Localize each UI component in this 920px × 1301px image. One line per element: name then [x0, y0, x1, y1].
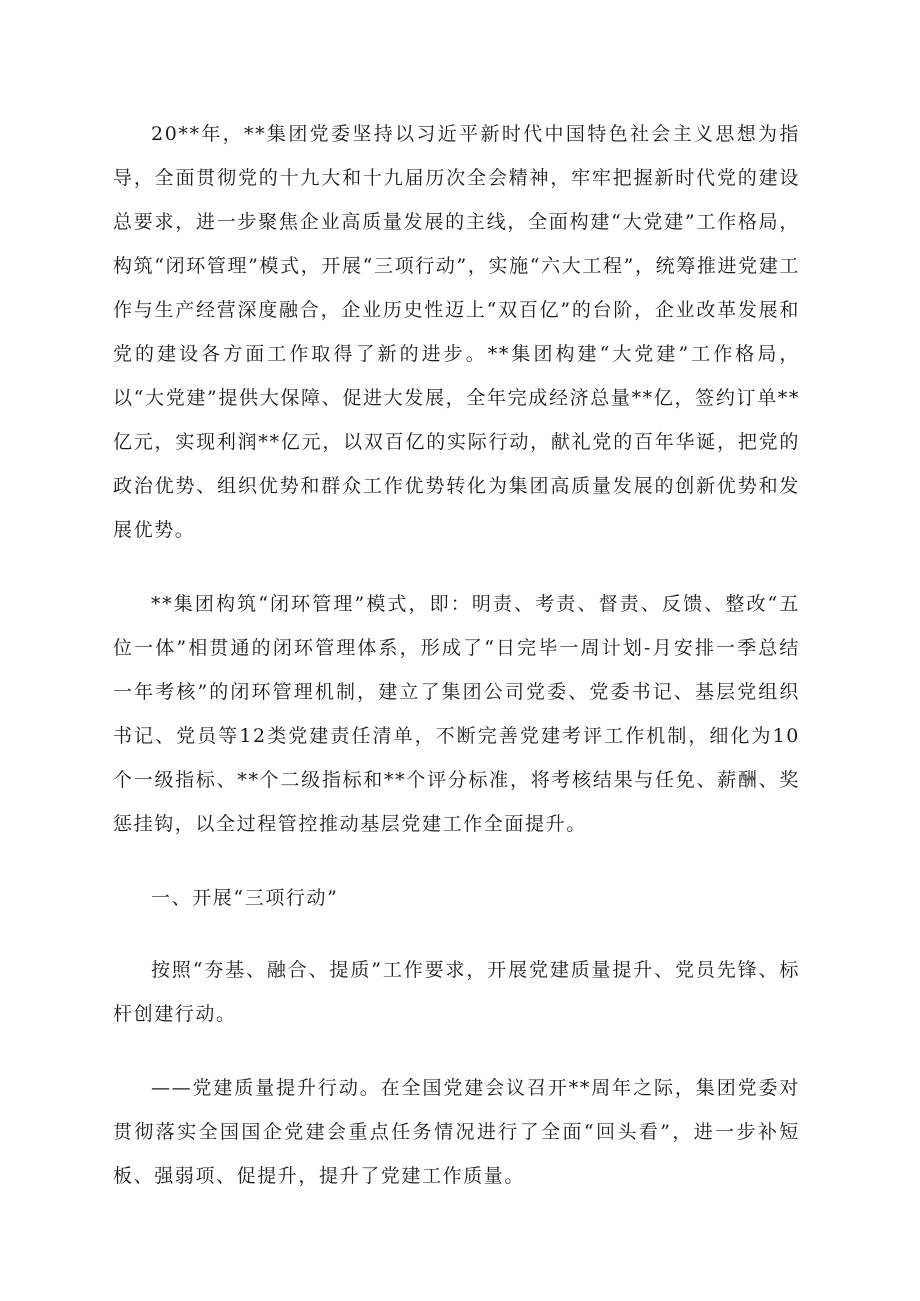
paragraph-intro: 20**年，**集团党委坚持以习近平新时代中国特色社会主义思想为指导，全面贯彻党的十九大和十九届历次全会精神，牢牢把握新时代党的建设总要求，进一步聚焦企业高质量发展的主线，全面构建“大党建”工作格局，构筑“闭环管理”模式，开展“三项行动”，实施“六大工程”，统筹推进党建工作与生产经营深度融合，企业历史性迈上“双百亿”的台阶，企业改革发展和党的建设各方面工作取得了新的进步。**集团构建“大党建”工作格局，以“大党建”提供大保障、促进大发展，全年完成经济总量**亿，签约订单**亿元，实现利润**亿元，以双百亿的实际行动，献礼党的百年华诞，把党的政治优势、组织优势和群众工作优势转化为集团高质量发展的创新优势和发展优势。: [113, 123, 800, 541]
paragraph-quality-improvement-action: ——党建质量提升行动。在全国党建会议召开**周年之际，集团党委对贯彻落实全国国企党建会重点任务情况进行了全面“回头看”，进一步补短板、强弱项、促提升，提升了党建工作质量。: [113, 1077, 800, 1187]
paragraph-work-requirements: 按照“夯基、融合、提质”工作要求，开展党建质量提升、党员先锋、标杆创建行动。: [113, 959, 800, 1025]
paragraph-closed-loop-management: **集团构筑“闭环管理”模式，即：明责、考责、督责、反馈、整改“五位一体”相贯通的闭环管理体系，形成了“日完毕一周计划-月安排一季总结一年考核”的闭环管理机制，建立了集团公司党委、党委书记、基层党组织书记、党员等12类党建责任清单，不断完善党建考评工作机制，细化为10个一级指标、**个二级指标和**个评分标准，将考核结果与任免、薪酬、奖惩挂钩，以全过程管控推动基层党建工作全面提升。: [113, 593, 800, 835]
section-heading-three-actions: 一、开展“三项行动”: [151, 887, 339, 909]
document-body: [113, 112, 800, 1198]
